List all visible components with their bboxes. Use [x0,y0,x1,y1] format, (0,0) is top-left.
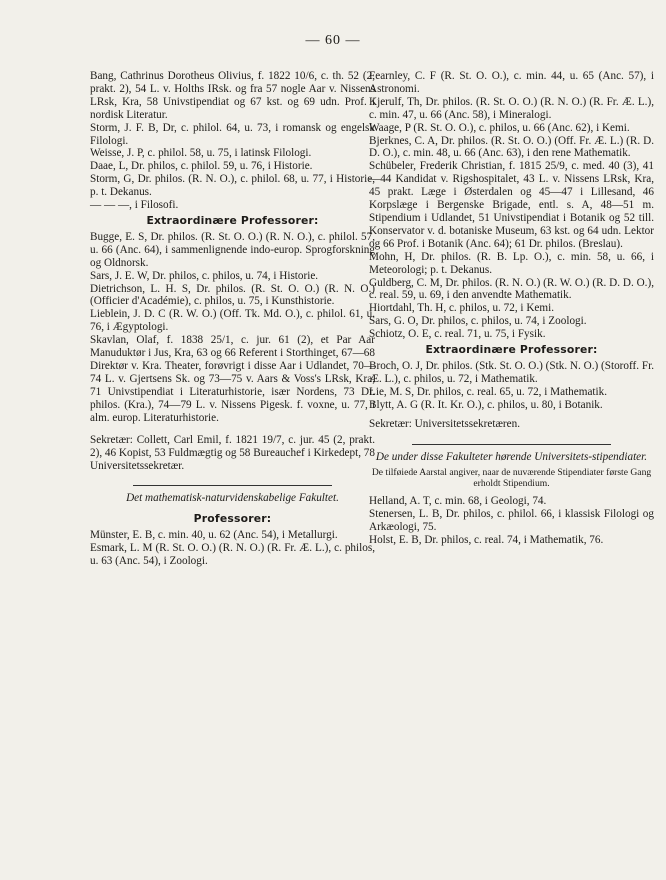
extraordinary-professors-heading: Extraordinære Professorer: [146,213,319,227]
entry: Hiortdahl, Th. H, c. philos, u. 72, i Kemi. [369,302,554,315]
entry: Schiotz, O. E, c. real. 71, u. 75, i Fysik. [369,328,546,341]
entry: — — —, i Filosofi. [90,199,179,212]
secretary-entry: Sekretær: Collett, Carl Emil, f. 1821 19/7, c. jur. 45 (2, prakt. 2), 46 Kopist, 53 Fuldmægtig og 58 Bureauchef i Kirkedept, 78 Universitetssekretær. [90,434,375,473]
entry: Blytt, A. G (R. It. Kr. O.), c. philos, u. 80, i Botanik. [369,398,603,411]
entry: Fearnley, C. F (R. St. O. O.), c. min. 44, u. 65 (Anc. 57), i Astronomi. [369,70,654,95]
secretary-entry: Sekretær: Universitetssekretæren. [369,417,520,430]
stipendiaries-title: De under disse Fakulteter hørende Universitets-stipendiater. [375,451,648,464]
extraordinary-professors-heading: Extraordinære Professorer: [425,343,598,357]
entry: Guldberg, C. M, Dr. philos. (R. N. O.) (R. W. O.) (R. D. D. O.), c. real. 59, u. 69, i den anvendte Mathematik. [369,276,654,302]
right-entry-list-3 [369,495,654,547]
entry: Schübeler, Frederik Christian, f. 1815 25/9, c. med. 40 (3), 41—44 Kandidat v. Rigshospitalet, 43 L. v. Nissens LRsk, Kra, 45 prakt. Læge i Østerdalen og 45—47 i Lillesand, 46 Korpslæge i Bergenske Brigade, entl. s. A, 48—51 m. Stipendium i Udlandet, 51 Univstipendiat i Botanik og 52 till. Konservator v. d. botaniske Museum, 63 kst. og 64 udn. Lektor og 66 Prof. i Botanik (Anc. 64); 61 Dr. philos. (Breslau). [369,160,654,250]
divider [412,444,612,445]
entry: Skavlan, Olaf, f. 1838 25/1, c. jur. 61 (2), et Par Aar Manuduktør i Jus, Kra, 63 og 66 Referent i Storthinget, 67—68 Direktør v. Kra. Theater, forøvrigt i disse Aar i Udlandet, 70—74 L. v. Gjertsens Sk. og 73—75 v. Aars & Voss's LRsk, Kra, 71 Univstipendiat i Literaturhistorie, især Nordens, 73 Dr. philos. (Kra.), 74—79 L. v. Nissens Pigesk. f. voxne, u. 77, i alm. europ. Literaturhistorie. [90,334,375,424]
page-number: — 60 — [305,33,361,48]
entry: Helland, A. T, c. min. 68, i Geologi, 74. [369,495,547,508]
entry: Bugge, E. S, Dr. philos. (R. St. O. O.) (R. N. O.), c. philol. 57, u. 66 (Anc. 64), i sammenlignende indo-europ. Sprogforskning og Oldnorsk. [90,230,375,269]
right-entry-list-2 [369,360,654,412]
entry: Münster, E. B, c. min. 40, u. 62 (Anc. 54), i Metallurgi. [90,529,338,541]
entry: Broch, O. J, Dr. philos. (Stk. St. O. O.) (Stk. N. O.) (Storoff. Fr. Æ. L.), c. philos, u. 72, i Mathematik. [369,359,654,385]
left-column [90,70,375,568]
entry: Lie, M. S, Dr. philos, c. real. 65, u. 72, i Mathematik. [369,385,608,398]
entry: Sars, J. E. W, Dr. philos, c. philos, u. 74, i Historie. [90,269,319,282]
left-entry-list-2 [90,231,375,425]
stipendiaries-note: De tilføiede Aarstal angiver, naar de nuværende Stipendiater første Gang erholdt Stipendium. [371,467,652,490]
left-entry-list-1 [90,70,375,212]
entry: Holst, E. B, Dr. philos, c. real. 74, i Mathematik, 76. [369,534,604,547]
entry: Daae, L, Dr. philos, c. philol. 59, u. 76, i Historie. [90,160,313,173]
entry: Sars, G. O, Dr. philos, c. philos, u. 74, i Zoologi. [369,315,587,328]
entry: Esmark, L. M (R. St. O. O.) (R. N. O.) (R. Fr. Æ. L.), c. philos, u. 63 (Anc. 54), i Zoologi. [90,541,375,567]
entry: Storm, J. F. B, Dr, c. philol. 64, u. 73, i romansk og engelsk Filologi. [90,121,375,147]
divider [133,485,333,486]
entry: Mohn, H, Dr. philos. (R. B. Lp. O.), c. min. 58, u. 66, i Meteorologi; p. t. Dekanus. [369,250,654,276]
left-entry-list-3 [90,529,375,568]
entry: Dietrichson, L. H. S, Dr. philos. (R. St. O. O.) (R. N. O.) (Officier d'Académie), c. philos, u. 75, i Kunsthistorie. [90,282,375,308]
entry: Kjerulf, Th, Dr. philos. (R. St. O. O.) (R. N. O.) (R. Fr. Æ. L.), c. min. 47, u. 66 (Anc. 58), i Mineralogi. [369,95,654,121]
right-column [369,70,654,547]
faculty-title: Det mathematisk-naturvidenskabelige Fakultet. [126,492,339,505]
entry: Lieblein, J. D. C (R. W. O.) (Off. Tk. Md. O.), c. philol. 61, u. 76, i Ægyptologi. [90,308,375,334]
entry: Bang, Cathrinus Dorotheus Olivius, f. 1822 10/6, c. th. 52 (2, prakt. 2), 54 L. v. Holths IRsk. og fra 57 nogle Aar v. Nissens LRsk, Kra, 58 Univstipendiat og 67 kst. og 69 udn. Prof. i nordisk Literatur. [90,70,375,121]
professors-heading: Professorer: [193,512,272,526]
entry: Storm, G, Dr. philos. (R. N. O.), c. philol. 68, u. 77, i Historie, p. t. Dekanus. [90,173,375,199]
entry: Waage, P (R. St. O. O.), c. philos, u. 66 (Anc. 62), i Kemi. [369,121,630,134]
entry: Stenersen, L. B, Dr. philos, c. philol. 66, i klassisk Filologi og Arkæologi, 75. [369,508,654,534]
right-entry-list-1 [369,70,654,341]
entry: Bjerknes, C. A, Dr. philos. (R. St. O. O.) (Off. Fr. Æ. L.) (R. D. D. O.), c. min. 48, u. 66 (Anc. 63), i den rene Mathematik. [369,134,654,160]
entry: Weisse, J. P, c. philol. 58, u. 75, i latinsk Filologi. [90,147,312,160]
